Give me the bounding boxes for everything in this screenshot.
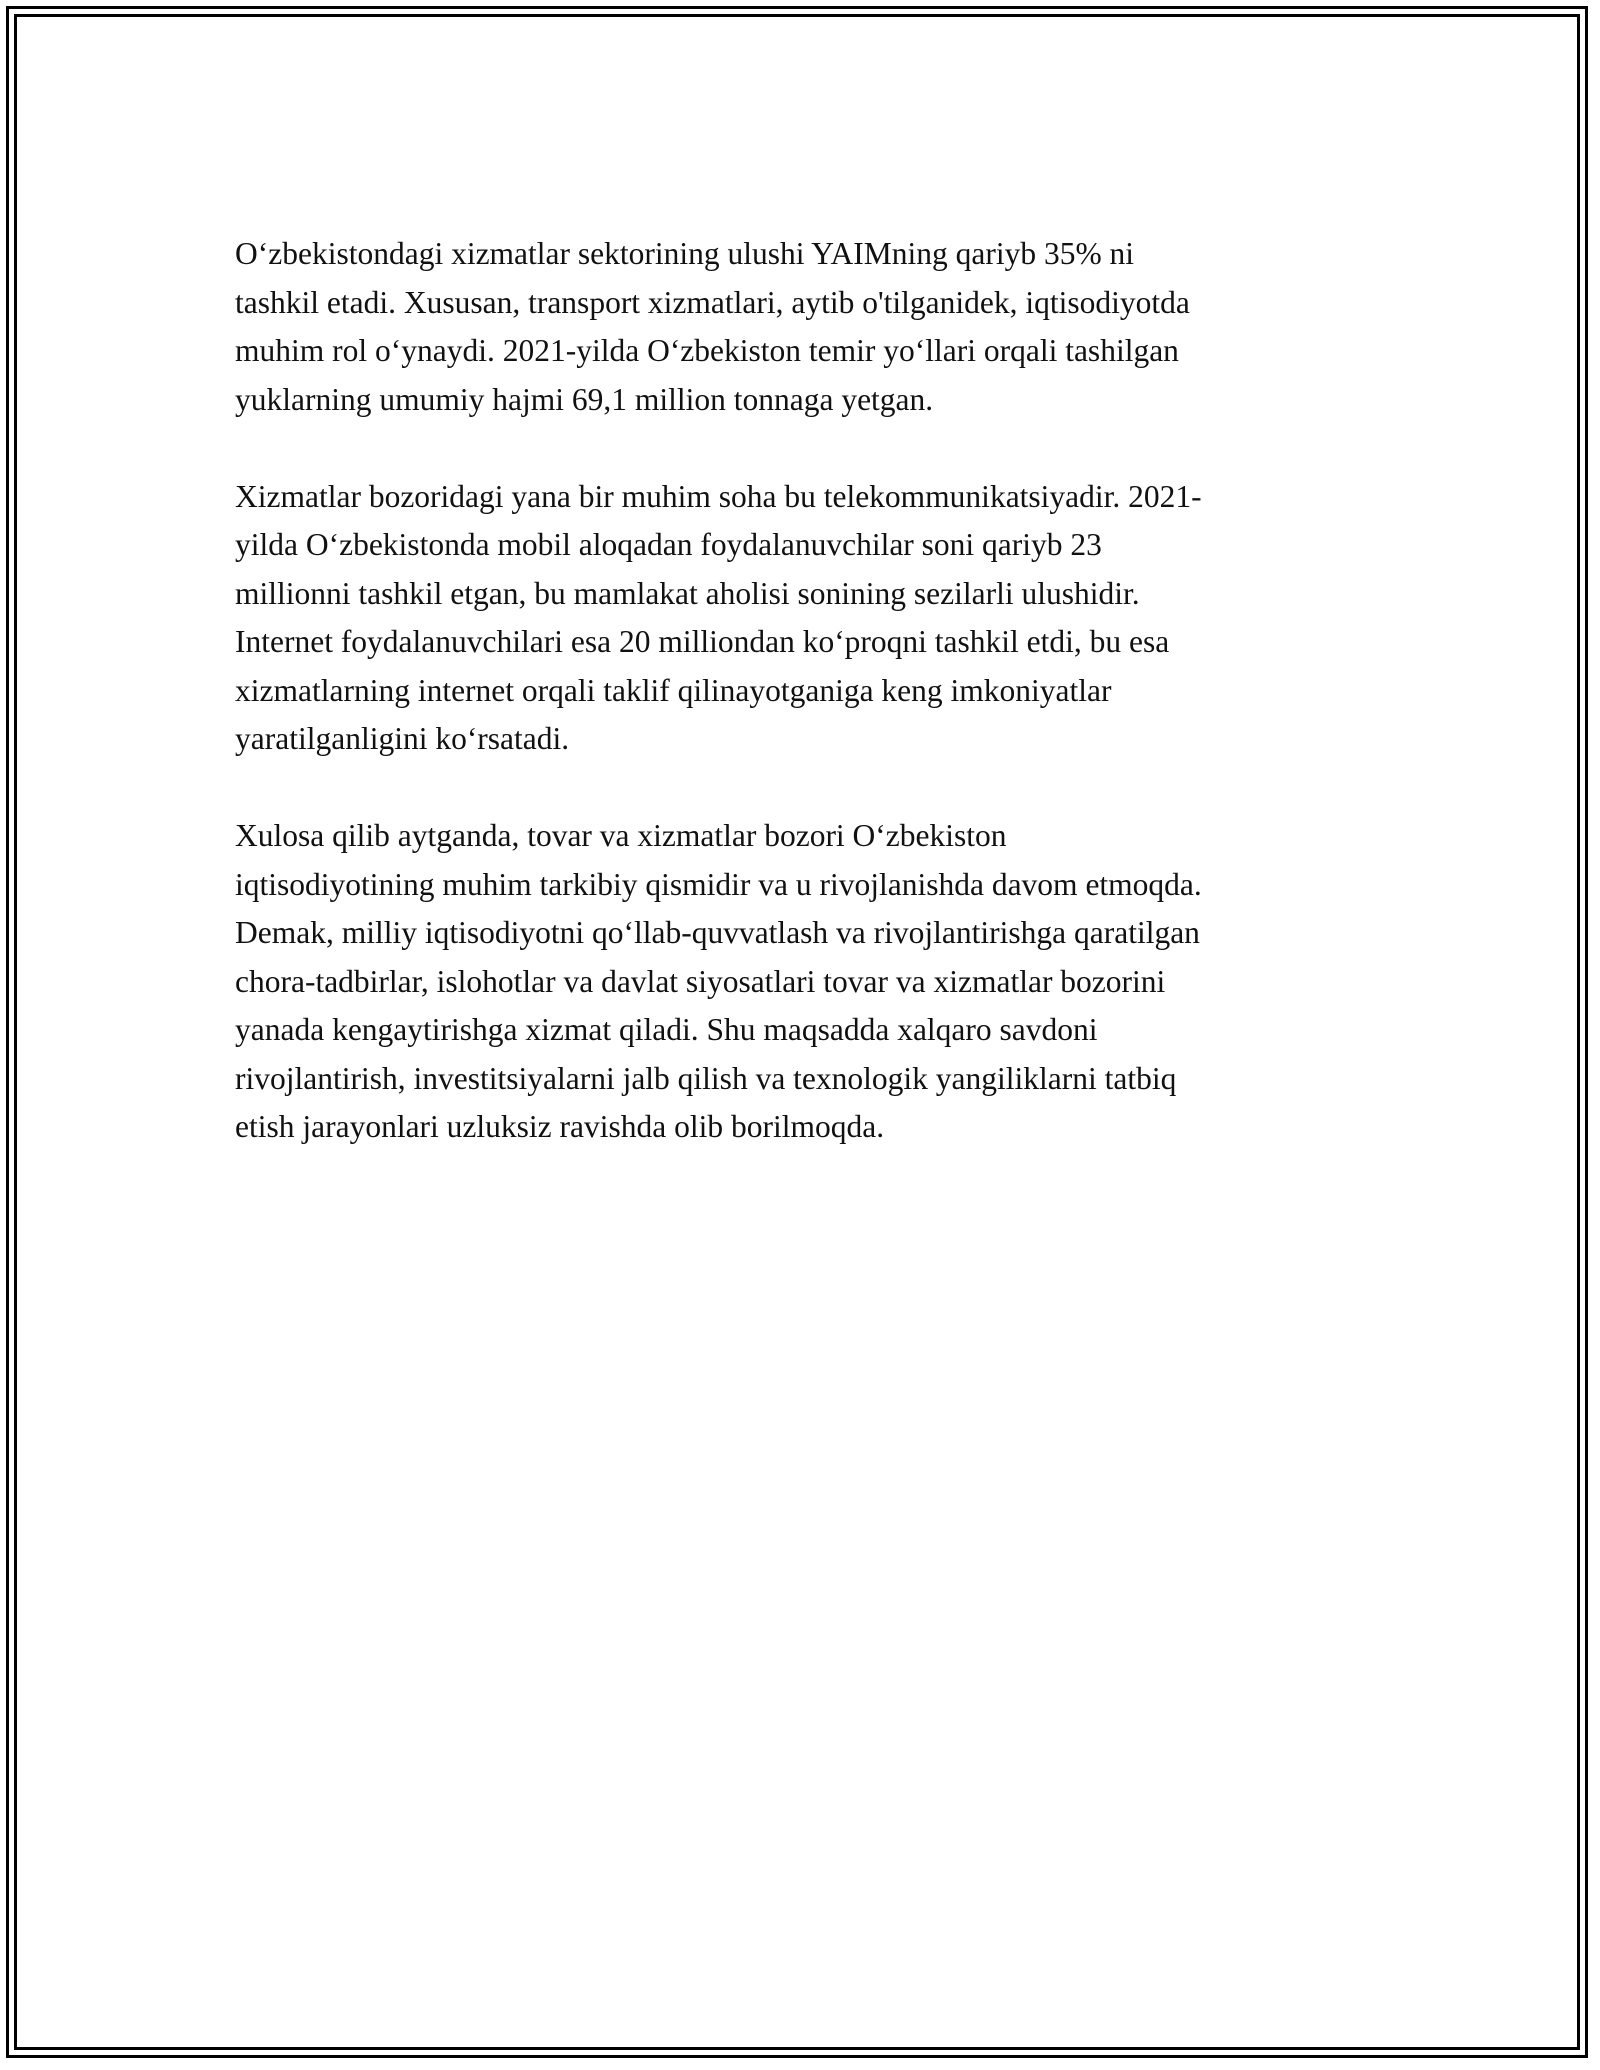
paragraph-conclusion: Xulosa qilib aytganda, tovar va xizmatlar bozori O‘zbekiston iqtisodiyotining muhim tarkibiy qismidir va u rivojlanishda davom etmoqda. Demak, milliy iqtisodiyotni qo‘llab-quvvatlash va rivojlantirishga qaratilgan chora-tadbirlar, islohotlar va davlat siyosatlari tovar va xizmatlar bozorini yanada kengaytirishga xizmat qiladi. Shu maqsadda xalqaro savdoni rivojlantirish, investitsiyalarni jalb qilish va texnologik yangiliklarni tatbiq etish jarayonlari uzluksiz ravishda olib borilmoqda. xyxy=(235,818,1202,1144)
paragraph-services-sector: O‘zbekistondagi xizmatlar sektorining ulushi YAIMning qariyb 35% ni tashkil etadi. Xususan, transport xizmatlari, aytib o'tilganidek, iqtisodiyotda muhim rol o‘ynaydi. 2021-yilda O‘zbekiston temir yo‘llari orqali tashilgan yuklarning umumiy hajmi 69,1 million tonnaga yetgan. xyxy=(235,236,1190,417)
document-body xyxy=(235,230,1365,1200)
paragraph-telecommunications: Xizmatlar bozoridagi yana bir muhim soha bu telekommunikatsiyadir. 2021- yilda O‘zbekistonda mobil aloqadan foydalanuvchilar soni qariyb 23 millionni tashkil etgan, bu mamlakat aholisi sonining sezilarli ulushidir. Internet foydalanuvchilari esa 20 milliondan ko‘proqni tashkil etdi, bu esa xizmatlarning internet orqali taklif qilinayotganiga keng imkoniyatlar yaratilganligini ko‘rsatadi. xyxy=(235,478,1202,756)
